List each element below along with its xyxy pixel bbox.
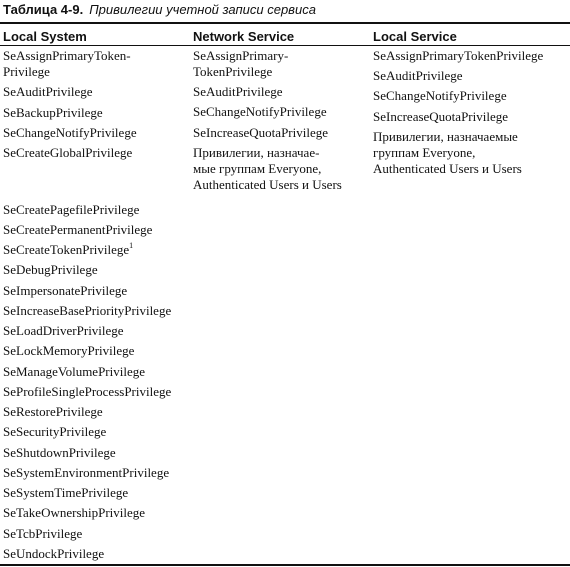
table-number: Таблица 4-9.	[3, 2, 84, 17]
table-cell: SeAssignPrimary- TokenPrivilege	[193, 48, 289, 79]
table-cell: SeChangeNotifyPrivilege	[193, 104, 327, 120]
bottom-rule	[0, 564, 570, 566]
table-cell: SeIncreaseBasePriorityPrivilege	[3, 302, 172, 318]
table-cell: SeAssignPrimaryTokenPrivilege	[373, 48, 544, 63]
table-title: Привилегии учетной записи сервиса	[89, 2, 316, 17]
network-service-column	[193, 48, 371, 197]
column-header-network-service: Network Service	[193, 29, 295, 44]
table-cell-spacer	[3, 165, 189, 197]
table-cell: SeLockMemoryPrivilege	[3, 343, 135, 359]
table-cell: SeTakeOwnershipPrivilege	[3, 505, 146, 521]
header-rule	[0, 45, 570, 46]
table-cell: Привилегии, назначае- мые группам Everyone, Authenticated Users и Users	[193, 144, 342, 192]
table-cell: SeCreatePagefilePrivilege	[3, 201, 140, 217]
column-header-local-service: Local Service	[373, 29, 457, 44]
top-rule	[0, 22, 570, 24]
table-cell: SeAuditPrivilege	[373, 68, 463, 84]
table-cell: SeAuditPrivilege	[3, 84, 93, 100]
token-privilege-text: SeCreateTokenPrivilege	[3, 242, 130, 257]
table-cell: SeTcbPrivilege	[3, 525, 83, 541]
table-cell: SeRestorePrivilege	[3, 404, 103, 419]
table-cell: SeUndockPrivilege	[3, 545, 105, 561]
table-cell: SeSystemTimePrivilege	[3, 485, 129, 500]
table-cell: SeDebugPrivilege	[3, 262, 98, 278]
table-cell: SeBackupPrivilege	[3, 104, 103, 120]
table-caption	[3, 1, 316, 18]
table-cell: SeImpersonatePrivilege	[3, 282, 128, 298]
table-cell: SeManageVolumePrivilege	[3, 363, 146, 379]
column-header-local-system: Local System	[3, 29, 87, 44]
table-cell	[3, 242, 189, 258]
table-cell: SeIncreaseQuotaPrivilege	[373, 108, 509, 124]
table-cell: SeLoadDriverPrivilege	[3, 323, 124, 338]
table-cell: SeShutdownPrivilege	[3, 444, 116, 460]
table-cell: SeChangeNotifyPrivilege	[3, 124, 137, 140]
table-cell: SeChangeNotifyPrivilege	[373, 88, 507, 104]
table-cell: Привилегии, назначаемые группам Everyone, Authenticated Users и Users	[373, 128, 522, 176]
table-cell: SeAssignPrimaryToken- Privilege	[3, 48, 131, 79]
table-cell: SeProfileSingleProcessPrivilege	[3, 383, 172, 399]
table-cell: SeIncreaseQuotaPrivilege	[193, 124, 329, 140]
table-cell: SeCreatePermanentPrivilege	[3, 221, 153, 237]
table-cell: SeCreateGlobalPrivilege	[3, 145, 133, 160]
table-cell: SeSecurityPrivilege	[3, 424, 107, 440]
table-cell: SeSystemEnvironmentPrivilege	[3, 464, 170, 480]
local-system-column	[3, 48, 189, 566]
table-cell: SeAuditPrivilege	[193, 84, 283, 100]
footnote-marker: 1	[129, 240, 134, 250]
local-service-column	[373, 48, 569, 181]
